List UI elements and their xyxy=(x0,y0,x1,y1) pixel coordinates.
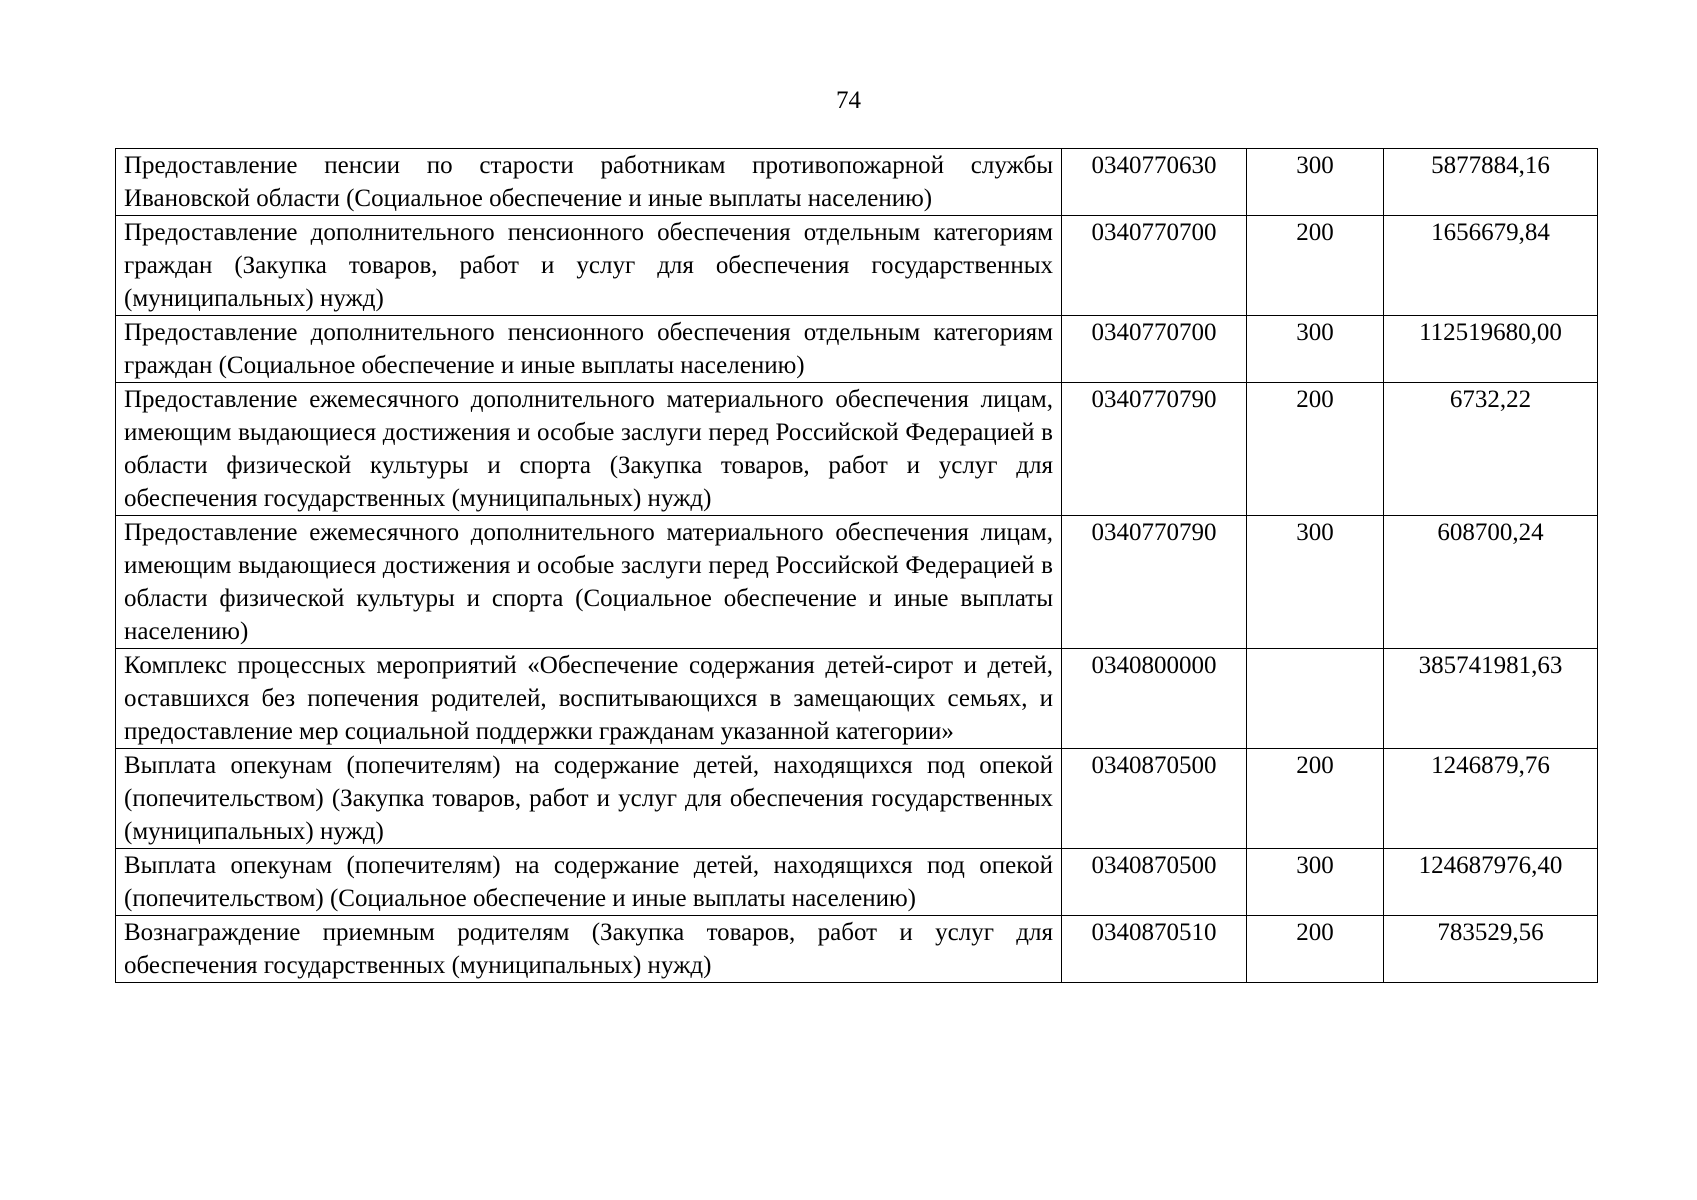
table-row xyxy=(116,749,1598,849)
target-article-code: 0340800000 xyxy=(1062,649,1247,749)
target-article-code: 0340770700 xyxy=(1062,216,1247,316)
expense-name: Предоставление дополнительного пенсионного обеспечения отдельным категориям граждан (Закупка товаров, работ и услуг для обеспечения государственных (муниципальных) нужд) xyxy=(116,216,1062,316)
expense-name: Предоставление пенсии по старости работникам противопожарной службы Ивановской области (Социальное обеспечение и иные выплаты населению) xyxy=(116,149,1062,216)
table-row xyxy=(116,216,1598,316)
target-article-code: 0340870500 xyxy=(1062,849,1247,916)
expense-name: Выплата опекунам (попечителям) на содержание детей, находящихся под опекой (попечительством) (Закупка товаров, работ и услуг для обеспечения государственных (муниципальных) нужд) xyxy=(116,749,1062,849)
target-article-code: 0340870500 xyxy=(1062,749,1247,849)
expense-name: Предоставление ежемесячного дополнительного материального обеспечения лицам, имеющим выдающиеся достижения и особые заслуги перед Российской Федерацией в области физической культуры и спорта (Закупка товаров, работ и услуг для обеспечения государственных (муниципальных) нужд) xyxy=(116,383,1062,516)
target-article-code: 0340770790 xyxy=(1062,383,1247,516)
expense-name: Выплата опекунам (попечителям) на содержание детей, находящихся под опекой (попечительством) (Социальное обеспечение и иные выплаты населению) xyxy=(116,849,1062,916)
table-row xyxy=(116,383,1598,516)
expense-name: Комплекс процессных мероприятий «Обеспечение содержания детей-сирот и детей, оставшихся без попечения родителей, воспитывающихся в замещающих семьях, и предоставление мер социальной поддержки гражданам указанной категории» xyxy=(116,649,1062,749)
expense-type-code: 300 xyxy=(1247,316,1384,383)
amount: 5877884,16 xyxy=(1384,149,1598,216)
table-row xyxy=(116,849,1598,916)
amount: 783529,56 xyxy=(1384,916,1598,983)
table-row xyxy=(116,149,1598,216)
amount: 1656679,84 xyxy=(1384,216,1598,316)
expense-name: Вознаграждение приемным родителям (Закупка товаров, работ и услуг для обеспечения государственных (муниципальных) нужд) xyxy=(116,916,1062,983)
table-row xyxy=(116,516,1598,649)
expense-type-code: 200 xyxy=(1247,749,1384,849)
expense-type-code: 300 xyxy=(1247,849,1384,916)
amount: 112519680,00 xyxy=(1384,316,1598,383)
amount: 6732,22 xyxy=(1384,383,1598,516)
target-article-code: 0340870510 xyxy=(1062,916,1247,983)
amount: 385741981,63 xyxy=(1384,649,1598,749)
target-article-code: 0340770790 xyxy=(1062,516,1247,649)
expense-type-code: 200 xyxy=(1247,916,1384,983)
budget-table xyxy=(115,148,1598,983)
target-article-code: 0340770630 xyxy=(1062,149,1247,216)
amount: 1246879,76 xyxy=(1384,749,1598,849)
table-row xyxy=(116,916,1598,983)
target-article-code: 0340770700 xyxy=(1062,316,1247,383)
expense-type-code: 200 xyxy=(1247,216,1384,316)
expense-type-code: 200 xyxy=(1247,383,1384,516)
amount: 608700,24 xyxy=(1384,516,1598,649)
page-number: 74 xyxy=(836,87,861,114)
expense-name: Предоставление дополнительного пенсионного обеспечения отдельным категориям граждан (Социальное обеспечение и иные выплаты населению) xyxy=(116,316,1062,383)
amount: 124687976,40 xyxy=(1384,849,1598,916)
expense-name: Предоставление ежемесячного дополнительного материального обеспечения лицам, имеющим выдающиеся достижения и особые заслуги перед Российской Федерацией в области физической культуры и спорта (Социальное обеспечение и иные выплаты населению) xyxy=(116,516,1062,649)
expense-type-code: 300 xyxy=(1247,516,1384,649)
table-row xyxy=(116,649,1598,749)
expense-type-code xyxy=(1247,649,1384,749)
expense-type-code: 300 xyxy=(1247,149,1384,216)
table-row xyxy=(116,316,1598,383)
